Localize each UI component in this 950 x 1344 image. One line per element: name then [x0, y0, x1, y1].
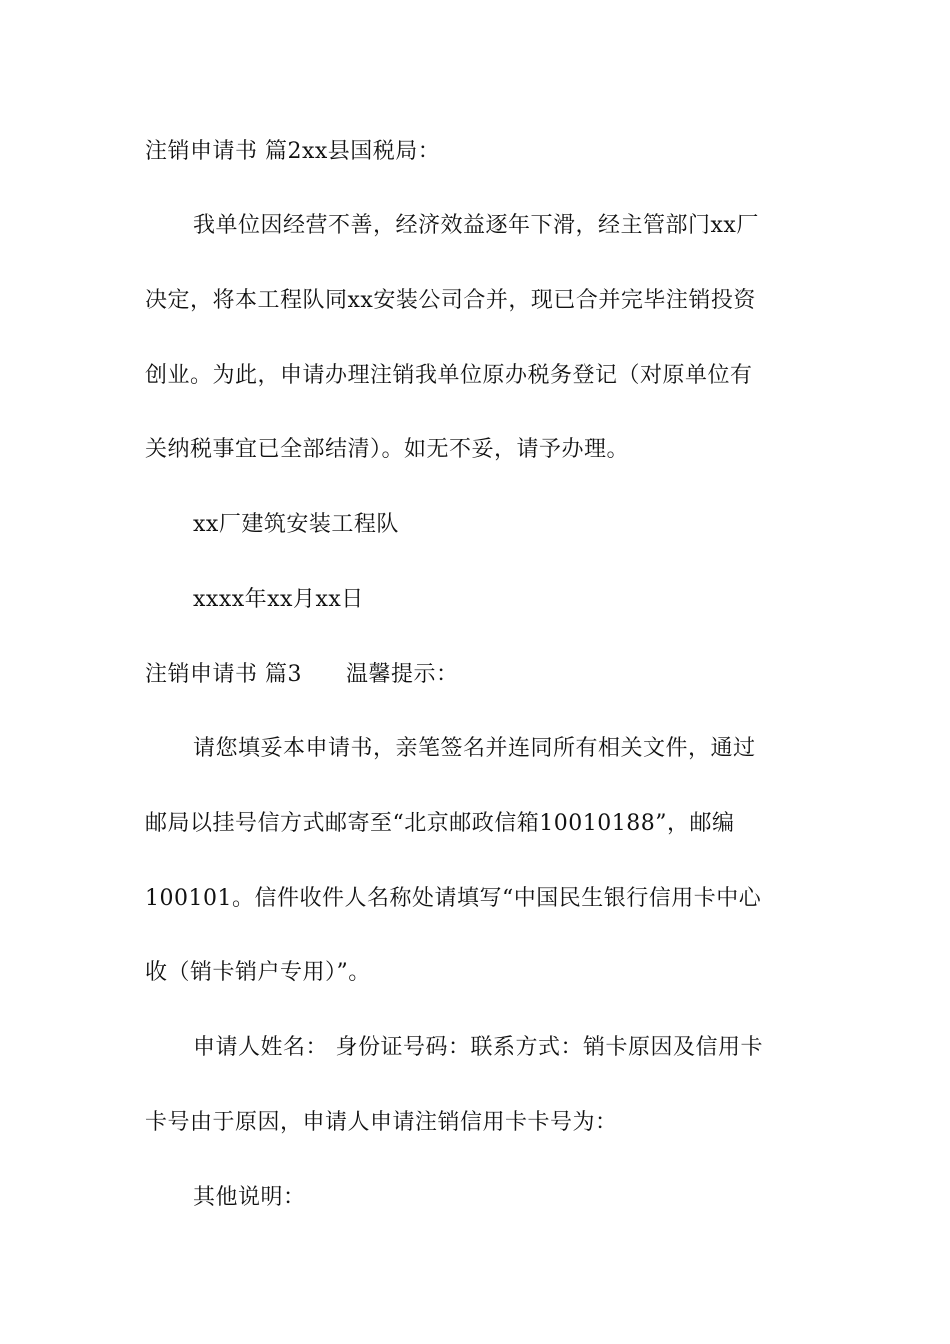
section2-heading: 注销申请书 篇2xx县国税局： [145, 139, 441, 164]
section3-paragraph-line: 收（销卡销户专用）”。 [145, 960, 371, 985]
section3-paragraph-line: 100101。信件收件人名称处请填写“中国民生银行信用卡中心 [145, 886, 762, 911]
section3-heading-row [145, 660, 810, 690]
section2-paragraph-line: 决定，将本工程队同xx安装公司合并，现已合并完毕注销投资 [145, 288, 756, 313]
date: xxxx年xx月xx日 [193, 587, 364, 612]
other-notes-label: 其他说明： [193, 1185, 306, 1210]
signature: xx厂建筑安装工程队 [193, 512, 399, 537]
section2-paragraph-line: 创业。为此，申请办理注销我单位原办税务登记（对原单位有 [145, 363, 753, 388]
section3-heading: 注销申请书 篇3 [145, 662, 302, 687]
applicant-info-line: 申请人姓名： 身份证号码：联系方式：销卡原因及信用卡 [193, 1035, 763, 1060]
applicant-info-line: 卡号由于原因，申请人申请注销信用卡卡号为： [145, 1110, 618, 1135]
section2-paragraph-line: 我单位因经营不善，经济效益逐年下滑，经主管部门xx厂 [193, 213, 759, 238]
tip-label: 温馨提示： [346, 662, 459, 687]
section3-paragraph-line: 邮局以挂号信方式邮寄至“北京邮政信箱10010188”，邮编 [145, 811, 735, 836]
section2-paragraph-line: 关纳税事宜已全部结清）。如无不妥，请予办理。 [145, 437, 630, 462]
section3-paragraph-line: 请您填妥本申请书，亲笔签名并连同所有相关文件，通过 [193, 736, 756, 761]
